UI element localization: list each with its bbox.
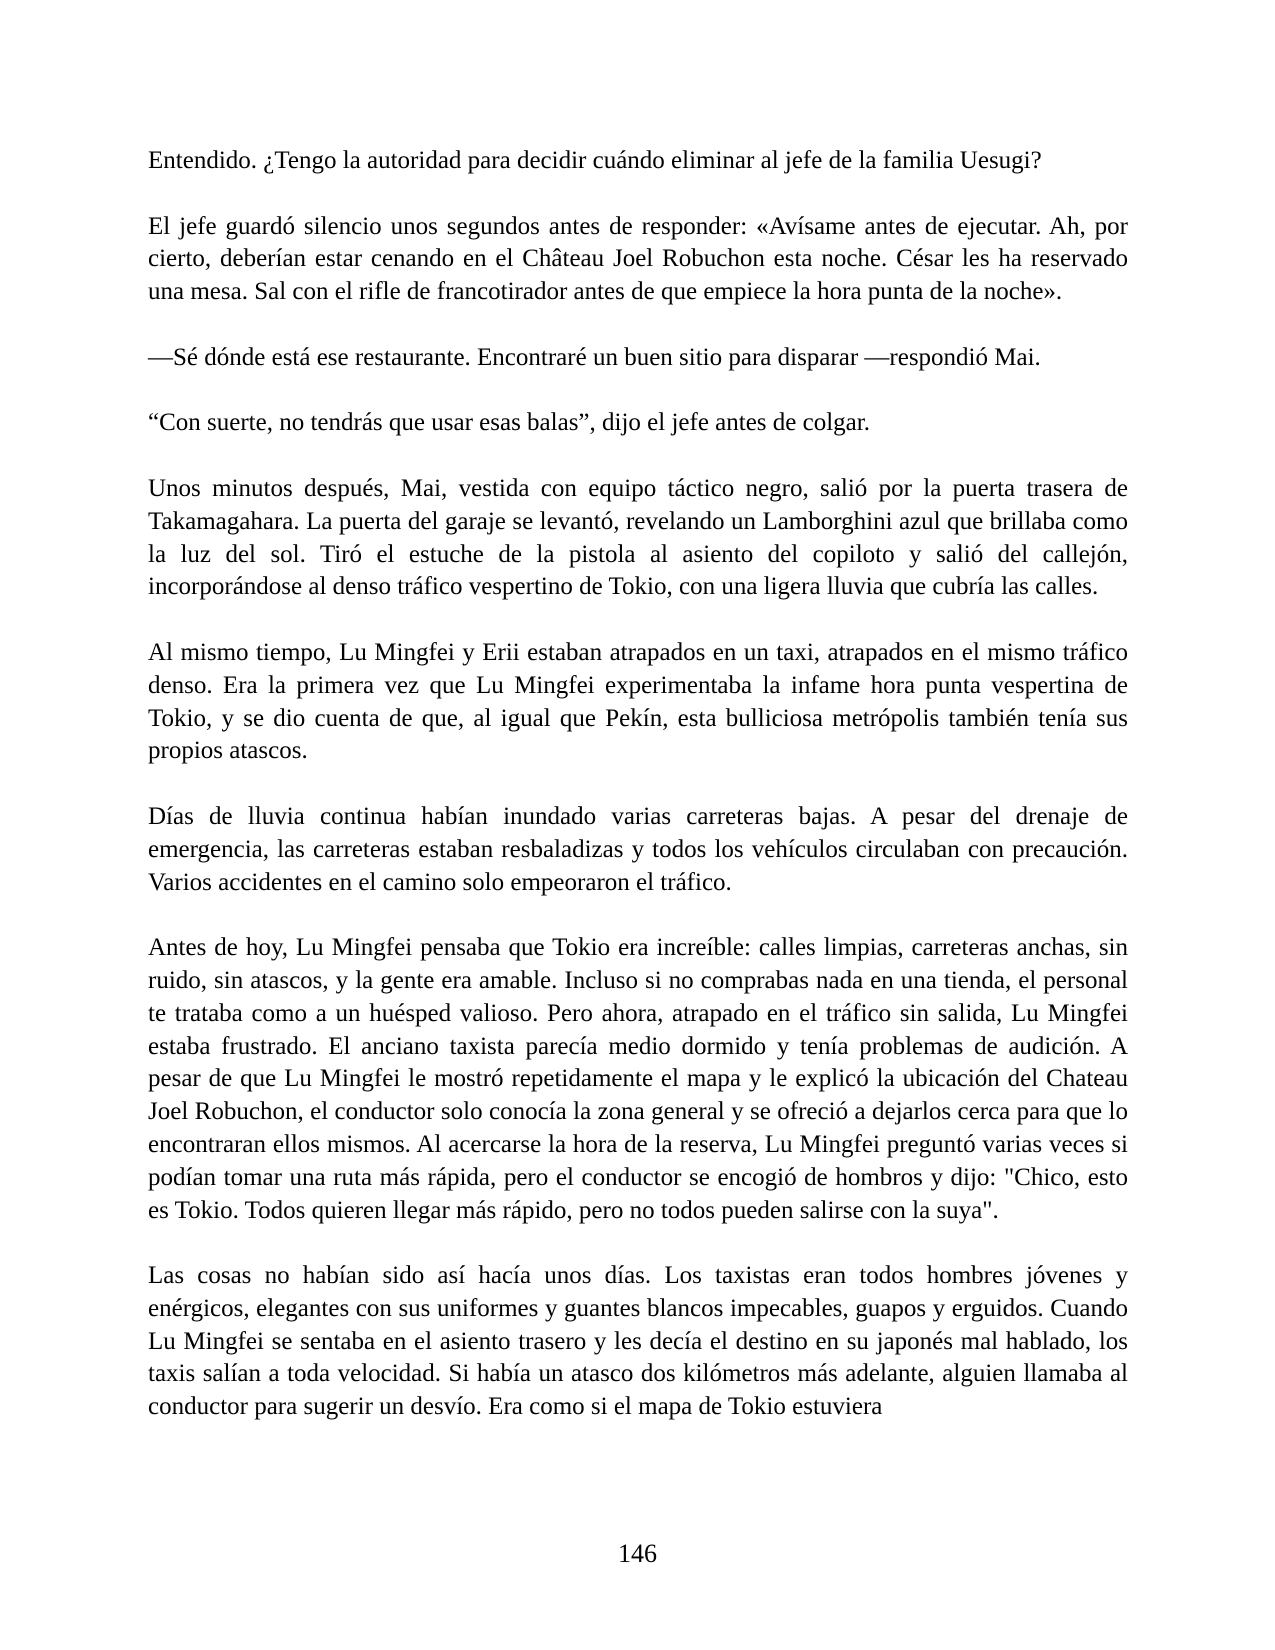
paragraph-mai-reply: —Sé dónde está ese restaurante. Encontraré un buen sitio para disparar —respondió Mai. [148, 343, 1041, 371]
page-body-text [148, 145, 1128, 1424]
paragraph-tokyo-impressions: Antes de hoy, Lu Mingfei pensaba que Tokio era increíble: calles limpias, carreteras anchas, sin ruido, sin atascos, y la gente era amable. Incluso si no comprabas nada en una tienda, el personal te trataba como a un huésped valioso. Pero ahora, atrapado en el tráfico sin salida, Lu Mingfei estaba frustrado. El anciano taxista parecía medio dormido y tenía problemas de audición. A pesar de que Lu Mingfei le mostró repetidamente el mapa y le explicó la ubicación del Chateau Joel Robuchon, el conductor solo conocía la zona general y se ofreció a dejarlos cerca para que lo encontraran ellos mismos. Al acercarse la hora de la reserva, Lu Mingfei preguntó varias veces si podían tomar una ruta más rápida, pero el conductor se encogió de hombros y dijo: "Chico, esto es Tokio. Todos quieren llegar más rápido, pero no todos pueden salirse con la suya". [148, 934, 1128, 1224]
paragraph-boss-reply: El jefe guardó silencio unos segundos antes de responder: «Avísame antes de ejecutar. Ah, por cierto, deberían estar cenando en el Château Joel Robuchon esta noche. César les ha reservado una mesa. Sal con el rifle de francotirador antes de que empiece la hora punta de la noche». [148, 212, 1128, 306]
paragraph-dialogue-question: Entendido. ¿Tengo la autoridad para decidir cuándo eliminar al jefe de la familia Uesugi? [148, 147, 1042, 174]
paragraph-taxi-drivers: Las cosas no habían sido así hacía unos días. Los taxistas eran todos hombres jóvenes y enérgicos, elegantes con sus uniformes y guantes blancos impecables, guapos y erguidos. Cuando Lu Mingfei se sentaba en el asiento trasero y les decía el destino en su japonés mal hablado, los taxis salían a toda velocidad. Si había un atasco dos kilómetros más adelante, alguien llamaba al conductor para sugerir un desvío. Era como si el mapa de Tokio estuviera [148, 1262, 1128, 1421]
paragraph-boss-farewell: “Con suerte, no tendrás que usar esas balas”, dijo el jefe antes de colgar. [148, 409, 870, 437]
paragraph-rain-floods: Días de lluvia continua habían inundado varias carreteras bajas. A pesar del drenaje de emergencia, las carreteras estaban resbaladizas y todos los vehículos circulaban con precaución. Varios accidentes en el camino solo empeoraron el tráfico. [148, 802, 1128, 896]
page-number: 146 [618, 1539, 657, 1568]
paragraph-taxi-traffic: Al mismo tiempo, Lu Mingfei y Erii estaban atrapados en un taxi, atrapados en el mismo tráfico denso. Era la primera vez que Lu Mingfei experimentaba la infame hora punta vespertina de Tokio, y se dio cuenta de que, al igual que Pekín, esta bulliciosa metrópolis también tenía sus propios atascos. [148, 638, 1128, 765]
paragraph-mai-departure: Unos minutos después, Mai, vestida con equipo táctico negro, salió por la puerta trasera de Takamagahara. La puerta del garaje se levantó, revelando un Lamborghini azul que brillaba como la luz del sol. Tiró el estuche de la pistola al asiento del copiloto y salió del callejón, incorporándose al denso tráfico vespertino de Tokio, con una ligera lluvia que cubría las calles. [148, 474, 1128, 601]
